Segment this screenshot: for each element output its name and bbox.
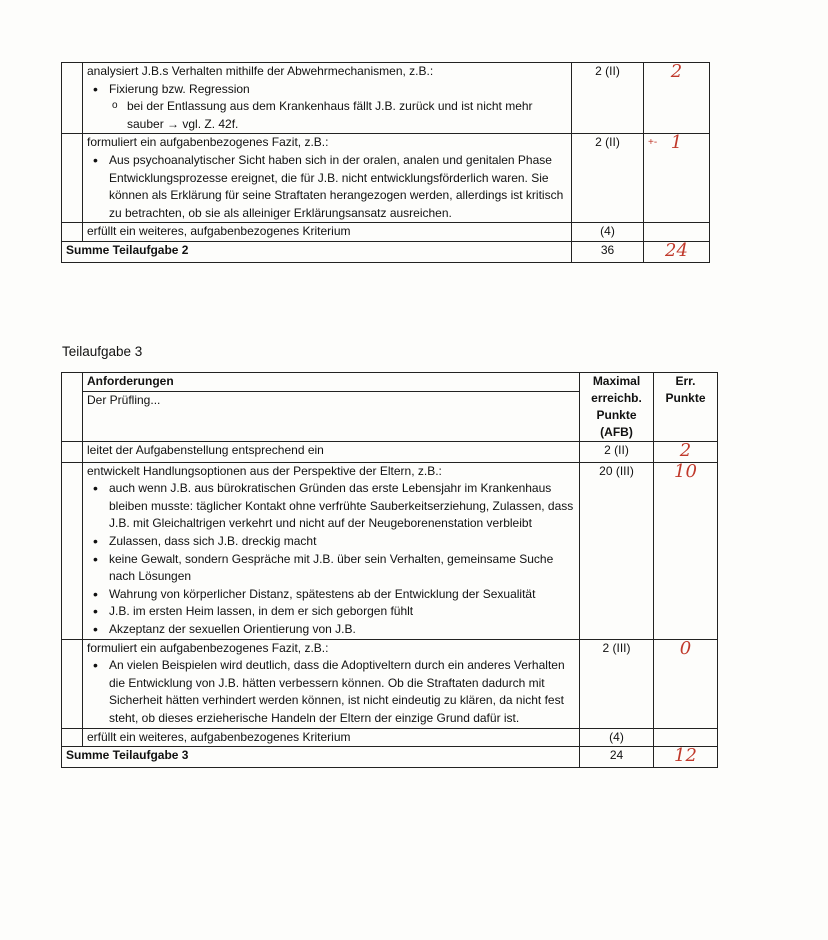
awarded-points	[644, 134, 710, 223]
handwritten-score: 24	[665, 241, 688, 261]
table-row	[62, 639, 718, 728]
sum-awarded-points	[644, 241, 710, 262]
column-header-anforderungen: Anforderungen	[83, 373, 579, 392]
handwritten-score: 1	[670, 133, 683, 154]
list-item: • An vielen Beispielen wird deutlich, dass die Adoptiveltern durch ein anderes Verhalten die Entwicklung von J.B. hätten verbessern können. Ob die Straftaten dadurch mit Sicherheit hätten verhindert werden können, ist nicht eindeutig zu klären, da nicht fest steht, ob dieses erzieherische Handeln der Eltern der einzige Grund dafür ist.	[109, 657, 575, 727]
sum-row	[62, 241, 710, 262]
list-item: • Wahrung von körperlicher Distanz, spätestens ab der Entwicklung der Sexualität	[109, 586, 575, 604]
awarded-points	[654, 639, 718, 728]
handwritten-mark: +-	[648, 137, 658, 149]
criterion-cell	[83, 134, 572, 223]
sum-label: Summe Teilaufgabe 3	[62, 747, 580, 768]
max-points: 2 (II)	[580, 442, 654, 463]
list-item: • Akzeptanz der sexuellen Orientierung von J.B.	[109, 621, 575, 639]
sum-max-points: 24	[580, 747, 654, 768]
list-item: • Zulassen, dass sich J.B. dreckig macht	[109, 533, 575, 551]
list-item: • auch wenn J.B. aus bürokratischen Gründen das erste Lebensjahr im Krankenhaus bleiben musste: täglicher Kontakt ohne verfrühte Sauberkeitserziehung, Zulassen, dass J.B. mit Gleichaltrigen verkehrt und nicht auf der Neugeborenenstation verbleibt	[109, 480, 575, 533]
max-points: 20 (III)	[580, 462, 654, 639]
handwritten-score: 2	[670, 62, 683, 82]
handwritten-score: 2	[679, 441, 692, 461]
table-row	[62, 134, 710, 223]
scoring-table-teilaufgabe-3	[61, 372, 718, 768]
list-item: • Fixierung bzw. Regression o bei der Entlassung aus dem Krankenhaus fällt J.B. zurück und ist nicht mehr sauber → vgl. Z. 42f.	[109, 81, 567, 134]
criterion-intro: formuliert ein aufgabenbezogenes Fazit, z.B.:	[87, 640, 329, 655]
bullet-list	[87, 81, 567, 134]
awarded-points	[654, 442, 718, 463]
table-row	[62, 63, 710, 134]
sum-awarded-points	[654, 747, 718, 768]
criterion-cell: erfüllt ein weiteres, aufgabenbezogenes Kriterium	[83, 223, 572, 242]
max-points: 2 (II)	[572, 134, 644, 223]
list-item: • J.B. im ersten Heim lassen, in dem er sich geborgen fühlt	[109, 603, 575, 621]
criterion-intro: analysiert J.B.s Verhalten mithilfe der Abwehrmechanismen, z.B.:	[87, 64, 434, 78]
awarded-points	[654, 728, 718, 747]
criterion-cell	[83, 63, 572, 134]
sub-list	[109, 98, 567, 133]
scoring-table-teilaufgabe-2	[61, 62, 710, 263]
criterion-cell: erfüllt ein weiteres, aufgabenbezogenes Kriterium	[83, 728, 580, 747]
list-item: • keine Gewalt, sondern Gespräche mit J.B. über sein Verhalten, gemeinsame Suche nach Lösungen	[109, 551, 575, 586]
criterion-cell	[83, 462, 580, 639]
column-header-max-points: Maximal erreichb. Punkte (AFB)	[580, 373, 654, 442]
max-points: (4)	[580, 728, 654, 747]
list-item: • Aus psychoanalytischer Sicht haben sich in der oralen, analen und genitalen Phase Entwicklungsprozesse ereignet, die für J.B. nicht entwicklungsförderlich waren. Sie können als Erklärung für seine Straftaten herangezogen werden, allerdings ist kritisch zu betrachten, ob sie als alleiniger Erklärungsansatz ausreichen.	[109, 152, 567, 222]
awarded-points	[644, 63, 710, 134]
criterion-intro: entwickelt Handlungsoptionen aus der Perspektive der Eltern, z.B.:	[87, 463, 442, 478]
bullet-list	[87, 480, 575, 638]
table-row	[62, 728, 718, 747]
awarded-points	[644, 223, 710, 242]
max-points: 2 (II)	[572, 63, 644, 134]
bullet-list	[87, 657, 575, 727]
sum-row	[62, 747, 718, 768]
criterion-cell: leitet der Aufgabenstellung entsprechend ein	[83, 442, 580, 463]
table-row	[62, 462, 718, 639]
column-subheader: Der Prüfling...	[87, 392, 161, 407]
handwritten-score: 12	[674, 746, 697, 767]
criterion-cell	[83, 639, 580, 728]
column-header-awarded-points: Err. Punkte	[654, 373, 718, 442]
max-points: (4)	[572, 223, 644, 242]
handwritten-score: 0	[679, 639, 692, 659]
sum-max-points: 36	[572, 241, 644, 262]
header-row	[62, 373, 718, 442]
table-row	[62, 442, 718, 463]
awarded-points	[654, 462, 718, 639]
bullet-list	[87, 152, 567, 222]
table-row	[62, 223, 710, 242]
section-title: Teilaufgabe 3	[62, 344, 143, 359]
criterion-intro: formuliert ein aufgabenbezogenes Fazit, z.B.:	[87, 135, 329, 150]
list-item: o bei der Entlassung aus dem Krankenhaus fällt J.B. zurück und ist nicht mehr sauber → vgl. Z. 42f.	[127, 98, 567, 133]
handwritten-score: 10	[674, 462, 697, 482]
max-points: 2 (III)	[580, 639, 654, 728]
sum-label: Summe Teilaufgabe 2	[62, 241, 572, 262]
